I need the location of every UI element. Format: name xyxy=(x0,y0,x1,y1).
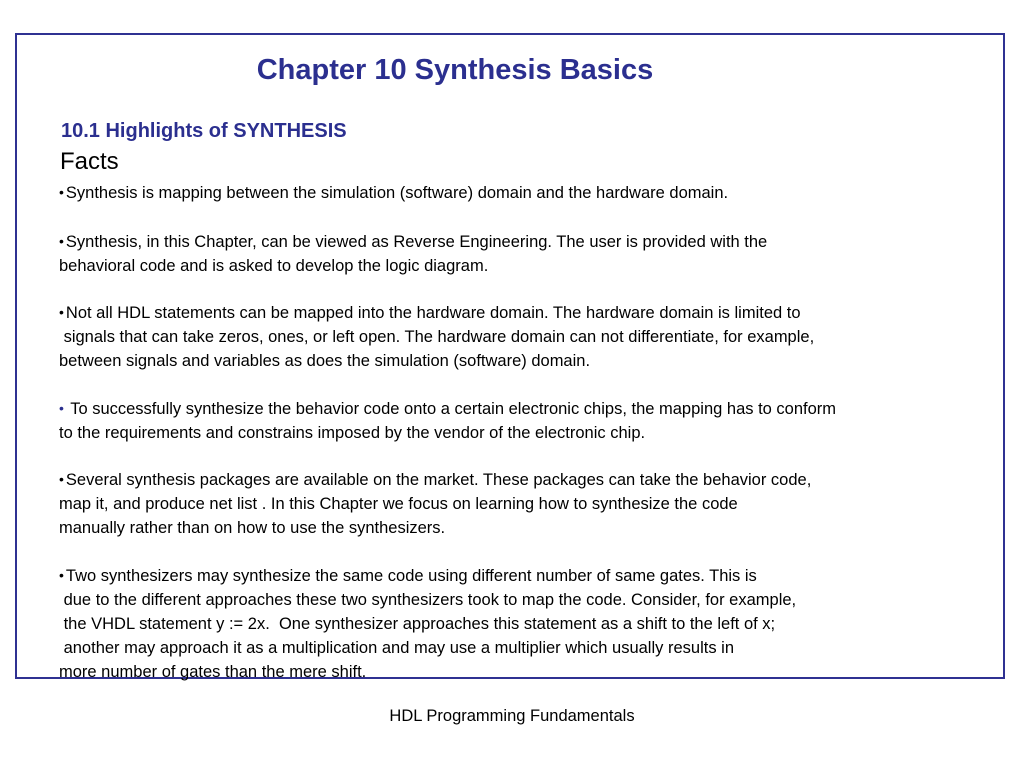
bullet-3-line-2: signals that can take zeros, ones, or left open. The hardware domain can not differentiate, for example, xyxy=(59,328,815,346)
bullet-marker: • xyxy=(59,233,64,249)
bullet-2-line-1: • Synthesis, in this Chapter, can be viewed as Reverse Engineering. The user is provided with the xyxy=(59,233,768,251)
bullet-marker: • xyxy=(59,184,64,200)
slide-footer: HDL Programming Fundamentals xyxy=(389,707,635,725)
bullet-marker: • xyxy=(59,567,64,583)
bullet-5-line-1: • Several synthesis packages are available on the market. These packages can take the behavior code, xyxy=(59,471,812,489)
bullet-3-line-1: • Not all HDL statements can be mapped into the hardware domain. The hardware domain is limited to xyxy=(59,304,801,322)
bullet-marker: • xyxy=(59,304,64,320)
bullet-3-line-3: between signals and variables as does the simulation (software) domain. xyxy=(59,352,591,370)
facts-subheading: Facts xyxy=(60,148,119,175)
bullet-6-line-4: another may approach it as a multiplication and may use a multiplier which usually results in xyxy=(59,639,734,657)
section-heading: 10.1 Highlights of SYNTHESIS xyxy=(61,120,347,142)
bullet-6-line-2: due to the different approaches these two synthesizers took to map the code. Consider, for example, xyxy=(59,591,797,609)
bullet-5-line-3: manually rather than on how to use the synthesizers. xyxy=(59,519,446,537)
bullet-5-line-2: map it, and produce net list . In this Chapter we focus on learning how to synthesize the code xyxy=(59,495,738,513)
bullet-1-line-1: • Synthesis is mapping between the simulation (software) domain and the hardware domain. xyxy=(59,184,729,202)
bullet-6-line-3: the VHDL statement y := 2x. One synthesizer approaches this statement as a shift to the left of x; xyxy=(59,615,776,633)
bullet-marker: • xyxy=(59,471,64,487)
bullet-4-line-2: to the requirements and constrains imposed by the vendor of the electronic chip. xyxy=(59,424,646,442)
bullet-4-line-1: • To successfully synthesize the behavior code onto a certain electronic chips, the mapping has to conform xyxy=(59,400,837,418)
bullet-marker: • xyxy=(59,400,64,416)
bullet-2-line-2: behavioral code and is asked to develop the logic diagram. xyxy=(59,257,489,275)
bullet-6-line-1: • Two synthesizers may synthesize the same code using different number of same gates. This is xyxy=(59,567,757,585)
slide-title: Chapter 10 Synthesis Basics xyxy=(256,54,654,86)
bullet-6-line-5: more number of gates than the mere shift. xyxy=(59,663,367,681)
